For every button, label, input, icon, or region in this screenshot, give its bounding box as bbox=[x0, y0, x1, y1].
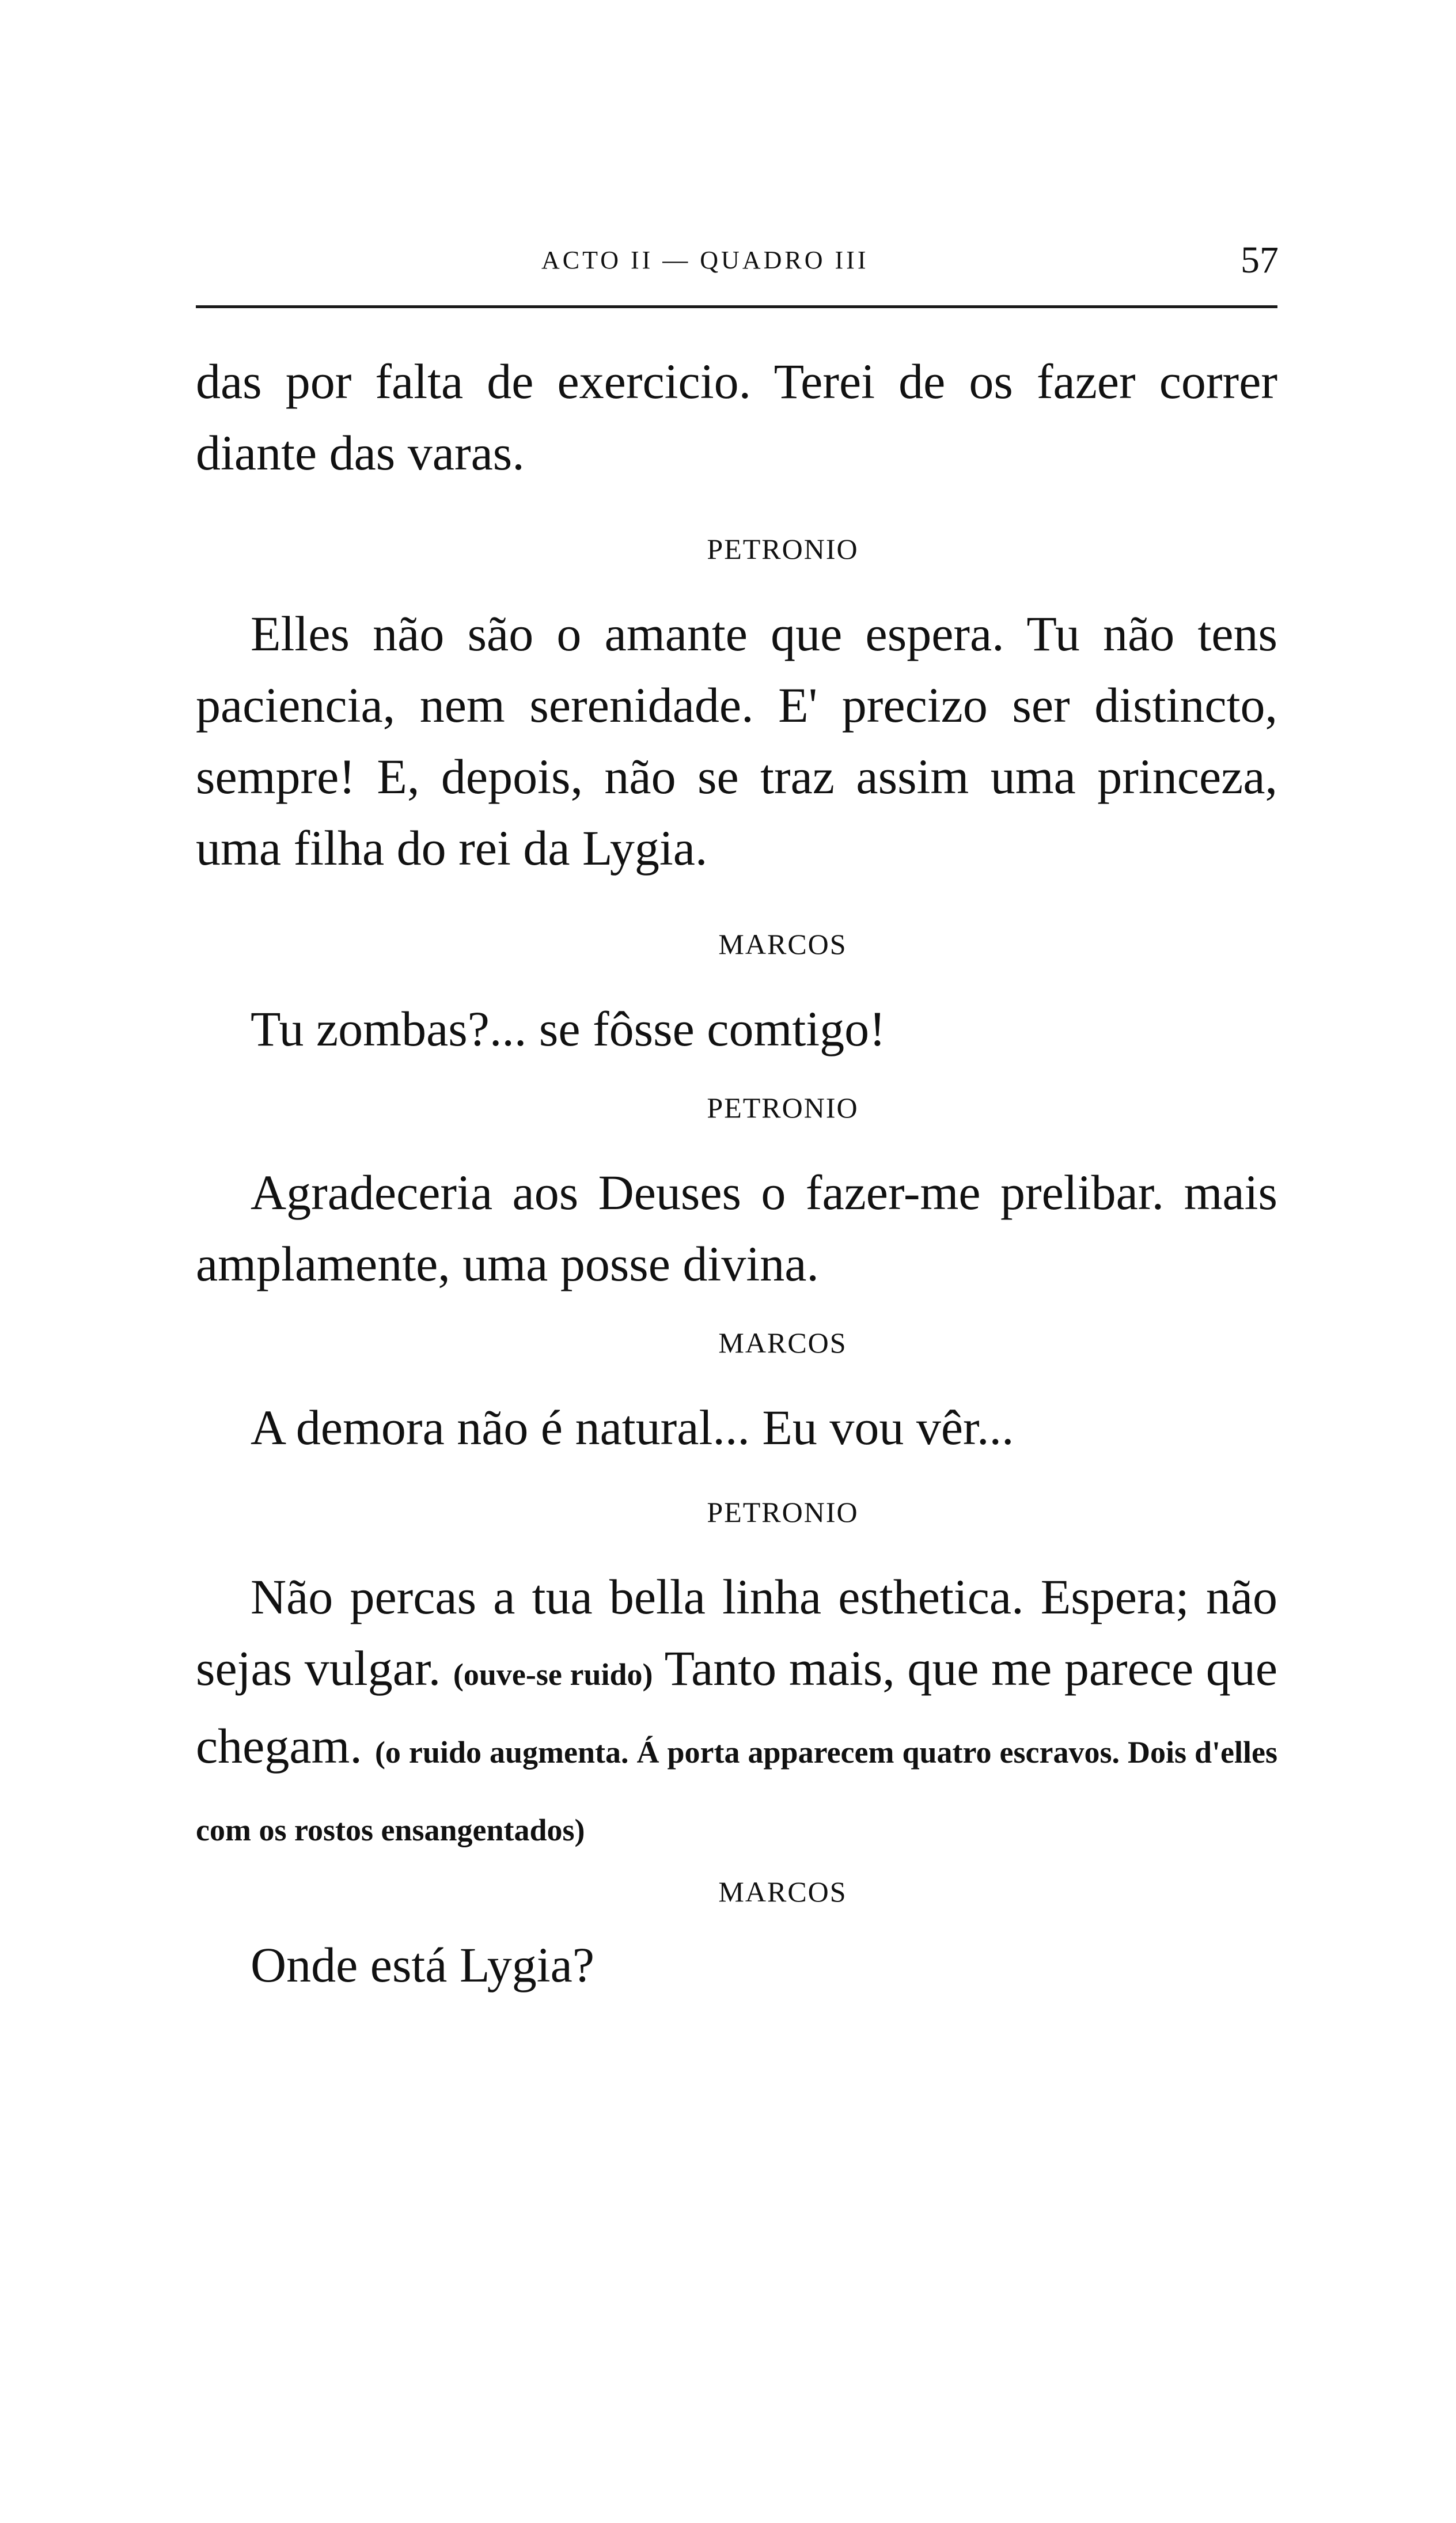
dialogue-paragraph: Agradeceria aos Deuses o fazer-me prelibar. mais amplamente, uma posse divina. bbox=[196, 1165, 1277, 1291]
speaker-name: MARCOS bbox=[718, 1327, 847, 1359]
running-head: ACTO II — QUADRO III bbox=[541, 246, 869, 274]
header-rule bbox=[196, 305, 1277, 308]
page-body bbox=[196, 346, 1277, 2001]
dialogue-paragraph-with-stage-directions bbox=[196, 1561, 1277, 1866]
dialogue-text: Não percas a tua bella linha esthetica. Espera; não sejas vulgar. bbox=[196, 1569, 1277, 1696]
dialogue-text: Tanto mais, que me parece que chegam. bbox=[196, 1641, 1277, 1774]
page-header bbox=[0, 237, 1456, 283]
speaker-name: PETRONIO bbox=[707, 533, 859, 565]
page-number: 57 bbox=[1241, 239, 1279, 281]
dialogue-paragraph: Elles não são o amante que espera. Tu não tens paciencia, nem serenidade. E' precizo ser distincto, sempre! E, depois, não se traz assim uma princeza, uma filha do rei da Lygia. bbox=[196, 606, 1277, 876]
speaker-name: MARCOS bbox=[718, 928, 847, 960]
dialogue-paragraph: Tu zombas?... se fôsse comtigo! bbox=[251, 1001, 886, 1056]
speaker-name: MARCOS bbox=[718, 1876, 847, 1908]
stage-direction: (o ruido augmenta. Á porta apparecem quatro escravos. Dois d'elles com os rostos ensangentados) bbox=[196, 1735, 1278, 1847]
dialogue-paragraph: Onde está Lygia? bbox=[251, 1937, 595, 1992]
paragraph-continuation: das por falta de exercicio. Terei de os fazer correr diante das varas. bbox=[196, 354, 1277, 480]
speaker-name: PETRONIO bbox=[707, 1496, 859, 1528]
stage-direction: (ouve-se ruido) bbox=[453, 1657, 653, 1692]
speaker-name: PETRONIO bbox=[707, 1092, 859, 1124]
dialogue-paragraph: A demora não é natural... Eu vou vêr... bbox=[251, 1400, 1014, 1455]
